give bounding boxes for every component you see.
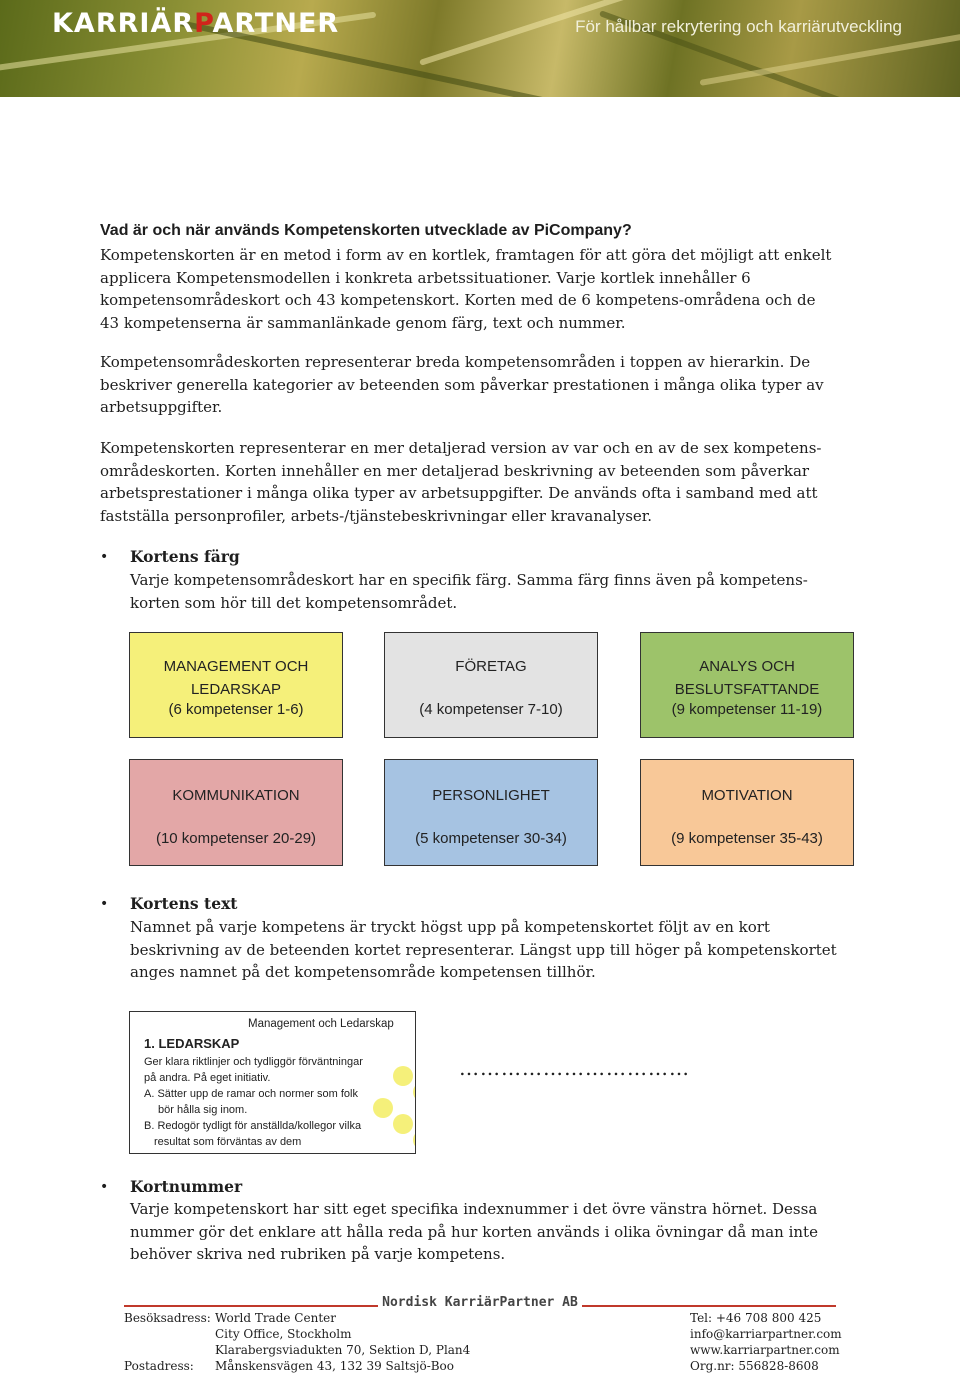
text-line: fastställa personprofiler, arbets-/tjänstebeskrivningar eller kravanalyser. (100, 506, 653, 525)
area-count: (9 kompetenser 11-19) (671, 701, 823, 718)
area-name: FÖRETAG (455, 658, 527, 675)
address-line: Klarabergsviadukten 70, Sektion D, Plan4 (215, 1343, 471, 1357)
section-text-color (130, 569, 870, 614)
footer-website[interactable]: www.karriarpartner.com (690, 1343, 840, 1357)
text-line: anges namnet på det kompetensområde kompetensen tillhör. (130, 963, 596, 981)
area-count: (4 kompetenser 7-10) (419, 701, 563, 718)
bullet-icon: • (100, 1179, 109, 1195)
text-line: arbetsprestationer i många olika typer av arbetsuppgifter. De används ofta i samband med att (100, 484, 818, 502)
text-line: Varje kompetenskort har sitt eget specifika indexnummer i det övre vänstra hörnet. Dessa (130, 1200, 818, 1218)
address-line: City Office, Stockholm (215, 1327, 352, 1341)
section-heading-color: Kortens färg (130, 547, 240, 566)
header-tagline: För hållbar rekrytering och karriärutveckling (575, 17, 902, 36)
text-line: Namnet på varje kompetens är tryckt högst upp på kompetenskortet följt av en kort (130, 918, 770, 936)
text-line: applicera Kompetensmodellen i konkreta arbetssituationer. Varje kortlek innehåller 6 (100, 268, 751, 287)
sample-competence-card (129, 1011, 416, 1154)
intro-paragraph-2 (100, 351, 870, 419)
logo-text-3: ARTNER (212, 8, 340, 39)
ellipsis: …………………………… (459, 1056, 690, 1080)
text-line: nummer gör det enklare att hålla reda på hur korten används i olika övningar då man inte (130, 1222, 818, 1241)
text-line: beskriver generella kategorier av beteenden som påverkar prestationen i många olika typer av (100, 375, 824, 394)
intro-paragraph-1 (100, 244, 870, 334)
footer-contact (690, 1310, 842, 1374)
area-count: (10 kompetenser 20-29) (155, 830, 317, 847)
area-count: (6 kompetenser 1-6) (168, 701, 304, 718)
section-text-number (130, 1198, 870, 1266)
section-text-text (130, 916, 870, 984)
area-count: (5 kompetenser 30-34) (415, 830, 567, 847)
footer-email[interactable]: info@karriarpartner.com (690, 1327, 842, 1341)
card-item-a: A. Sätter upp de ramar och normer som folk (144, 1088, 358, 1100)
logo-text-1: KARRIÄR (52, 8, 195, 39)
intro-paragraph-3 (100, 437, 870, 527)
text-line: 43 kompetenserna är sammanlänkade genom färg, text och nummer. (100, 313, 626, 332)
text-line: Varje kompetensområdeskort har en specifik färg. Samma färg finns även på kompetens- (130, 571, 808, 589)
card-description: Ger klara riktlinjer och tydliggör förväntningar (144, 1056, 363, 1068)
text-line: kompetensområdeskort och 43 kompetenskort. Korten med de 6 kompetens-områdena och de (100, 291, 816, 309)
address-line: World Trade Center (215, 1311, 336, 1325)
text-line: arbetsuppgifter. (100, 398, 223, 416)
card-item-b-2: resultat som förväntas av dem (154, 1136, 302, 1148)
card-description-2: på andra. På eget initiativ. (144, 1072, 271, 1084)
text-line: Kompetenskorten är en metod i form av en kortlek, framtagen för att göra det möjligt att enkelt (100, 246, 832, 264)
footer-visit-address (215, 1310, 470, 1374)
card-area-label: Management och Ledarskap (248, 1018, 394, 1030)
card-item-a-2: bör hålla sig inom. (158, 1104, 248, 1116)
section-heading-number: Kortnummer (130, 1177, 243, 1196)
company-logo[interactable] (52, 8, 339, 39)
area-box-motivation (640, 759, 854, 866)
area-box-personlighet (384, 759, 598, 866)
area-name: KOMMUNIKATION (172, 787, 300, 804)
footer-company-name: Nordisk KarriärPartner AB (382, 1295, 578, 1310)
area-box-analys (640, 632, 854, 738)
area-name: PERSONLIGHET (432, 787, 550, 804)
area-name-line2: LEDARSKAP (190, 681, 282, 698)
card-item-b: B. Redogör tydligt för anställda/kollegor vilka (144, 1120, 362, 1132)
card-title: 1. LEDARSKAP (144, 1036, 240, 1051)
footer-orgnr: Org.nr: 556828-8608 (690, 1359, 819, 1373)
area-box-management (129, 632, 343, 738)
address-line: Månskensvägen 43, 132 39 Saltsjö-Boo (215, 1359, 455, 1373)
section-heading-text: Kortens text (130, 894, 238, 913)
text-line: Kompetenskorten representerar en mer detaljerad version av var och en av de sex kompetens- (100, 439, 822, 457)
bullet-icon: • (100, 549, 109, 565)
footer-post-label: Postadress: (124, 1359, 194, 1373)
area-count: (9 kompetenser 35-43) (671, 830, 823, 847)
intro-heading: Vad är och när används Kompetenskorten utvecklade av PiCompany? (100, 222, 632, 239)
header-banner (0, 0, 960, 97)
footer-visit-label: Besöksadress: (124, 1311, 211, 1325)
logo-text-2: P (194, 8, 213, 39)
area-name-line2: BESLUTSFATTANDE (674, 681, 820, 698)
footer-phone: Tel: +46 708 800 425 (690, 1311, 822, 1325)
area-box-foretag (384, 632, 598, 738)
area-name: ANALYS OCH (699, 658, 795, 675)
text-line: områdeskorten. Korten innehåller en mer detaljerad beskrivning av beteenden som påverkar (100, 461, 810, 480)
area-name: MANAGEMENT OCH (163, 658, 309, 675)
bullet-icon: • (100, 896, 109, 912)
area-name: MOTIVATION (701, 787, 793, 804)
text-line: korten som hör till det kompetensområdet. (130, 593, 458, 612)
text-line: Kompetensområdeskorten representerar breda kompetensområden i toppen av hierarkin. De (100, 353, 811, 371)
text-line: behöver skriva ned rubriken på varje kompetens. (130, 1245, 506, 1263)
area-box-kommunikation (129, 759, 343, 866)
text-line: beskrivning av de beteenden kortet representerar. Längst upp till höger på kompetenskortet (130, 940, 837, 959)
